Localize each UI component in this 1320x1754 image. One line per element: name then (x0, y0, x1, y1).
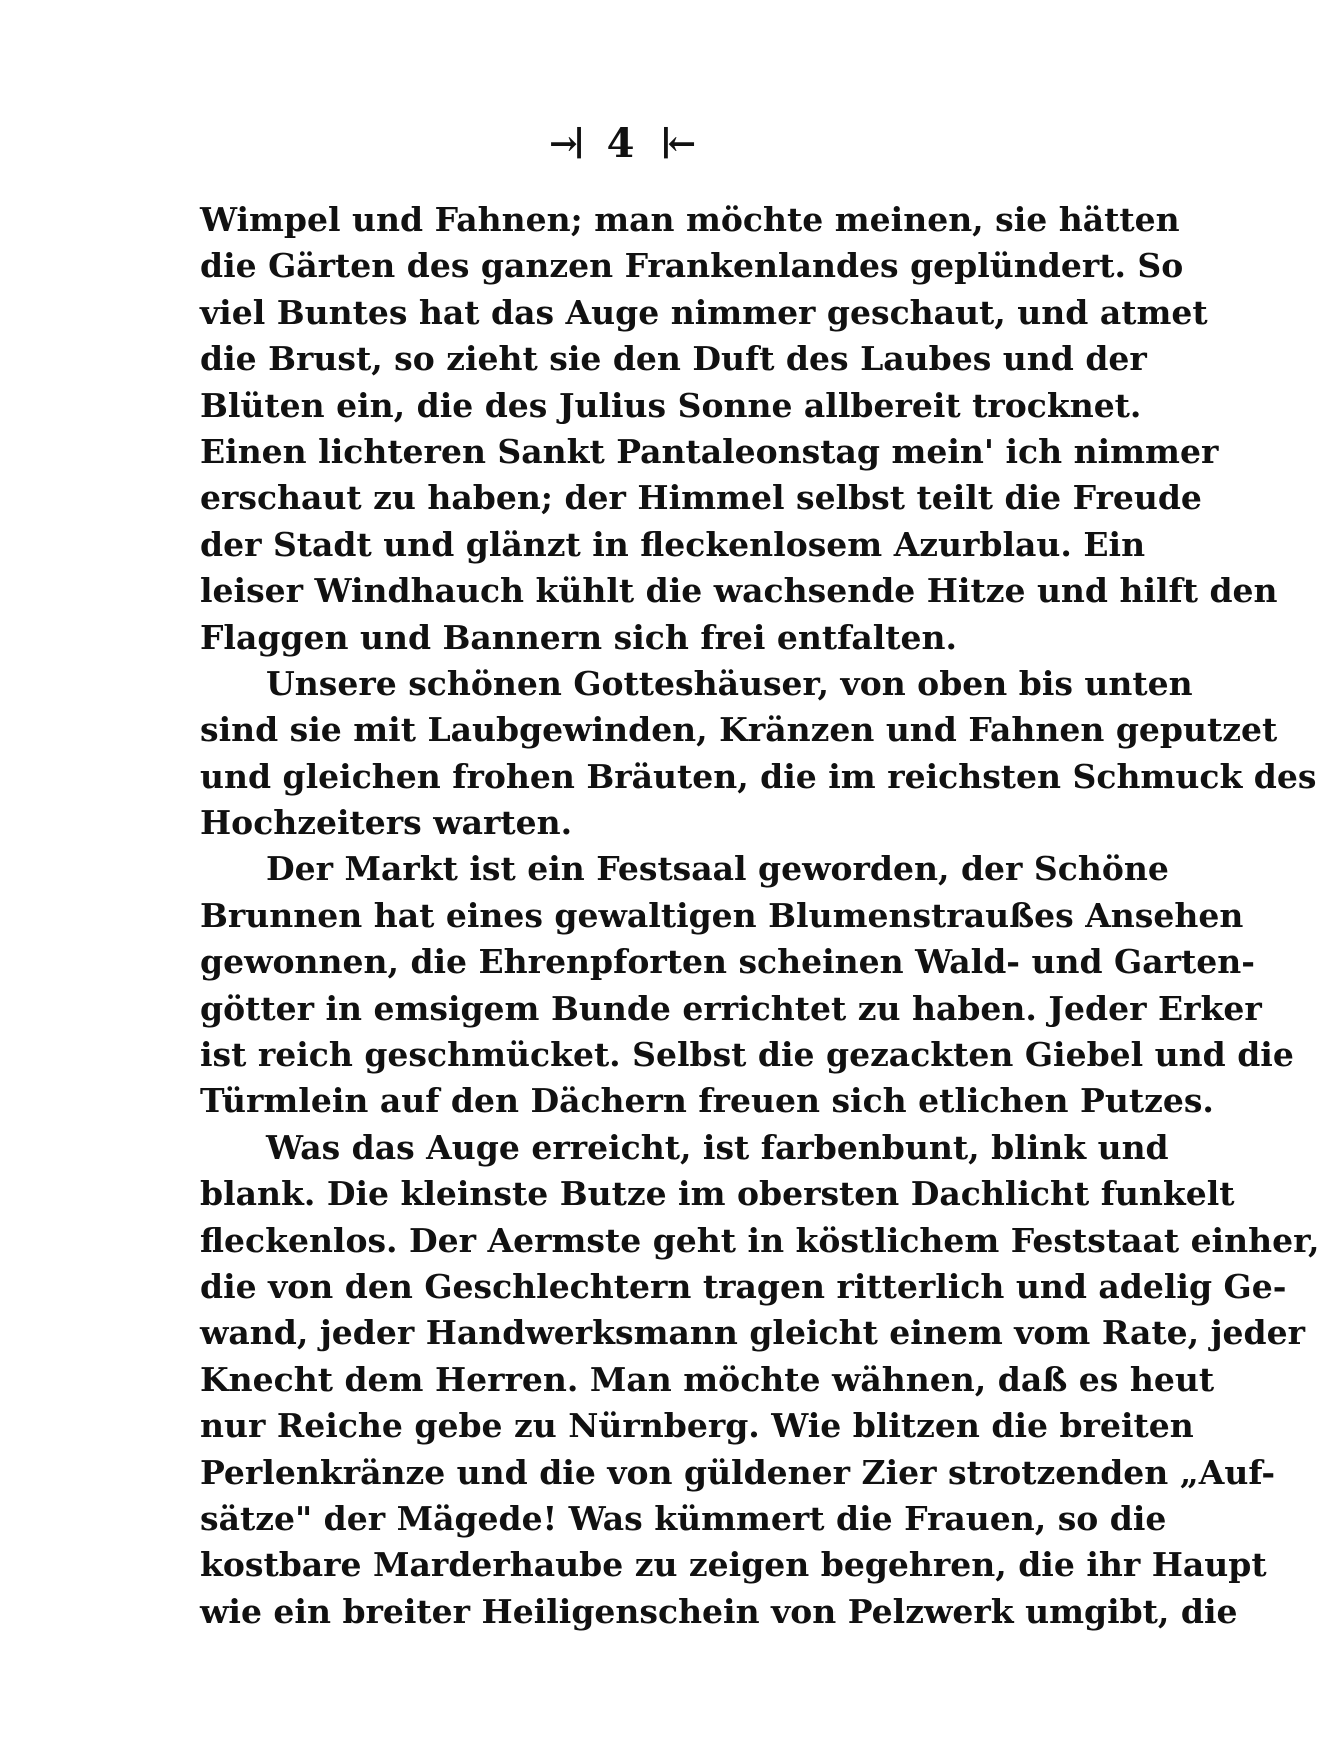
paragraph-start-line: Was das Auge erreicht, ist farbenbunt, blink und (266, 1127, 1169, 1167)
body-text (200, 197, 1320, 1635)
text-line: leiser Windhauch kühlt die wachsende Hitze und hilft den (200, 571, 1278, 611)
text-line: nur Reiche gebe zu Nürnberg. Wie blitzen die breiten (200, 1406, 1194, 1446)
text-line: Flaggen und Bannern sich frei entfalten. (200, 617, 958, 657)
text-line: ist reich geschmücket. Selbst die gezackten Giebel und die (200, 1035, 1294, 1075)
text-line: blank. Die kleinste Butze im obersten Dachlicht funkelt (200, 1174, 1235, 1214)
text-line: götter in emsigem Bunde errichtet zu haben. Jeder Erker (200, 988, 1262, 1028)
text-line: Knecht dem Herren. Man möchte wähnen, daß es heut (200, 1359, 1215, 1399)
text-line: wand, jeder Handwerksmann gleicht einem vom Rate, jeder (200, 1313, 1306, 1353)
text-line: erschaut zu haben; der Himmel selbst teilt die Freude (200, 478, 1202, 518)
text-line: sind sie mit Laubgewinden, Kränzen und Fahnen geputzet (200, 710, 1278, 750)
text-line: der Stadt und glänzt in fleckenlosem Azurblau. Ein (200, 524, 1146, 564)
right-ornament: ∣← (660, 124, 692, 164)
text-line: die Gärten des ganzen Frankenlandes geplündert. So (200, 246, 1184, 286)
text-line: und gleichen frohen Bräuten, die im reichsten Schmuck des (200, 756, 1317, 796)
text-line: Blüten ein, die des Julius Sonne allbereit trocknet. (200, 385, 1142, 425)
text-line: viel Buntes hat das Auge nimmer geschaut, und atmet (200, 292, 1208, 332)
paragraph-start-line: Unsere schönen Gotteshäuser, von oben bis unten (266, 663, 1193, 703)
text-line: fleckenlos. Der Aermste geht in köstlichem Feststaat einher, (200, 1220, 1320, 1260)
text-line: Brunnen hat eines gewaltigen Blumenstraußes Ansehen (200, 895, 1244, 935)
text-line: Hochzeiters warten. (200, 803, 573, 843)
text-line: Wimpel und Fahnen; man möchte meinen, sie hätten (200, 200, 1180, 239)
text-line: gewonnen, die Ehrenpforten scheinen Wald- und Garten- (200, 942, 1255, 982)
left-ornament: →∣ (549, 124, 581, 164)
text-line: wie ein breiter Heiligenschein von Pelzwerk umgibt, die (200, 1591, 1238, 1631)
text-line: die von den Geschlechtern tragen ritterlich und adelig Ge- (200, 1266, 1287, 1306)
text-line: Einen lichteren Sankt Pantaleonstag mein' ich nimmer (200, 431, 1219, 471)
text-line: die Brust, so zieht sie den Duft des Laubes und der (200, 339, 1147, 379)
text-line: Türmlein auf den Dächern freuen sich etlichen Putzes. (200, 1081, 1214, 1121)
text-line: Perlenkränze und die von güldener Zier strotzenden „Auf- (200, 1452, 1276, 1492)
text-line: kostbare Marderhaube zu zeigen begehren, die ihr Haupt (200, 1545, 1267, 1585)
page-number: 4 (606, 120, 635, 167)
text-line: sätze" der Mägede! Was kümmert die Frauen, so die (200, 1498, 1167, 1538)
page-header (0, 120, 1241, 168)
paragraph-start-line: Der Markt ist ein Festsaal geworden, der Schöne (266, 849, 1169, 889)
